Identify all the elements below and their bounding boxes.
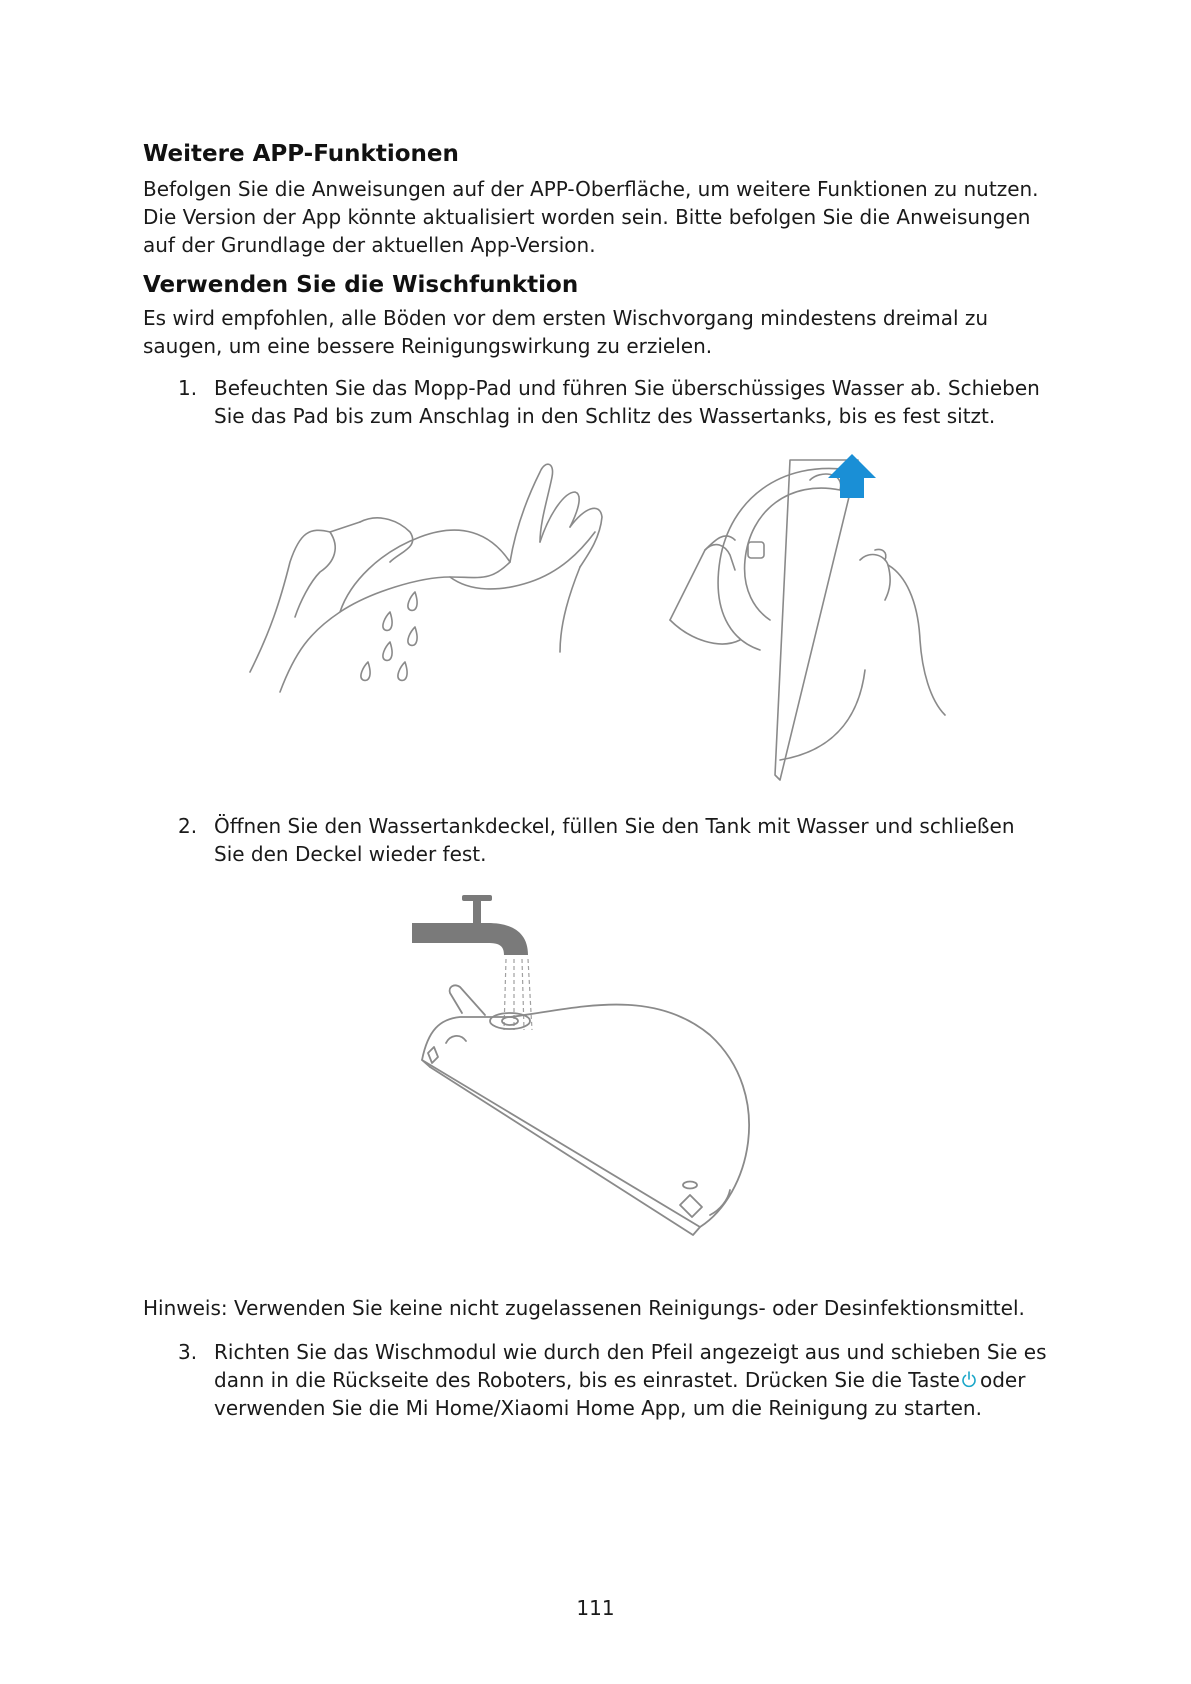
power-icon bbox=[961, 1371, 977, 1389]
mop-paragraph bbox=[143, 304, 1083, 360]
step-text-line: Öffnen Sie den Wassertankdeckel, füllen Sie den Tank mit Wasser und schließen bbox=[214, 814, 1015, 838]
step-number: 2. bbox=[178, 814, 198, 838]
step-text-fragment: oder bbox=[979, 1368, 1026, 1392]
note-text: Hinweis: Verwenden Sie keine nicht zugelassenen Reinigungs- oder Desinfektionsmittel. bbox=[143, 1296, 1025, 1320]
step-text bbox=[214, 374, 1084, 430]
step-text bbox=[214, 1338, 1084, 1422]
app-paragraph-line: Die Version der App könnte aktualisiert worden sein. Bitte befolgen Sie die Anweisungen bbox=[143, 205, 1031, 229]
step-text bbox=[214, 812, 1084, 868]
app-paragraph-line: Befolgen Sie die Anweisungen auf der APP-Oberfläche, um weitere Funktionen zu nutzen. bbox=[143, 177, 1039, 201]
section-heading-app-functions: Weitere APP-Funktionen bbox=[143, 141, 459, 167]
page-number: 111 bbox=[576, 1596, 615, 1620]
step-text-line: Sie das Pad bis zum Anschlag in den Schlitz des Wassertanks, bis es fest sitzt. bbox=[214, 404, 996, 428]
step-number: 1. bbox=[178, 376, 198, 400]
mop-paragraph-line: saugen, um eine bessere Reinigungswirkung zu erzielen. bbox=[143, 334, 713, 358]
fill-water-tank-illustration bbox=[410, 895, 780, 1265]
wring-mop-pad-illustration bbox=[240, 452, 620, 702]
mop-paragraph-line: Es wird empfohlen, alle Böden vor dem ersten Wischvorgang mindestens dreimal zu bbox=[143, 306, 989, 330]
section-heading-mop-function: Verwenden Sie die Wischfunktion bbox=[143, 272, 579, 298]
insert-mop-pad-illustration bbox=[660, 440, 960, 790]
step-text-line: Befeuchten Sie das Mopp-Pad und führen Sie überschüssiges Wasser ab. Schieben bbox=[214, 376, 1040, 400]
step-text-line bbox=[214, 1366, 1084, 1394]
app-paragraph-line: auf der Grundlage der aktuellen App-Version. bbox=[143, 233, 596, 257]
step-text-line: verwenden Sie die Mi Home/Xiaomi Home App, um die Reinigung zu starten. bbox=[214, 1396, 982, 1420]
step-number: 3. bbox=[178, 1340, 198, 1364]
step-text-fragment: dann in die Rückseite des Roboters, bis es einrastet. Drücken Sie die Taste bbox=[214, 1368, 960, 1392]
app-paragraph bbox=[143, 175, 1083, 259]
step-text-line: Sie den Deckel wieder fest. bbox=[214, 842, 487, 866]
step-text-line: Richten Sie das Wischmodul wie durch den Pfeil angezeigt aus und schieben Sie es bbox=[214, 1340, 1047, 1364]
